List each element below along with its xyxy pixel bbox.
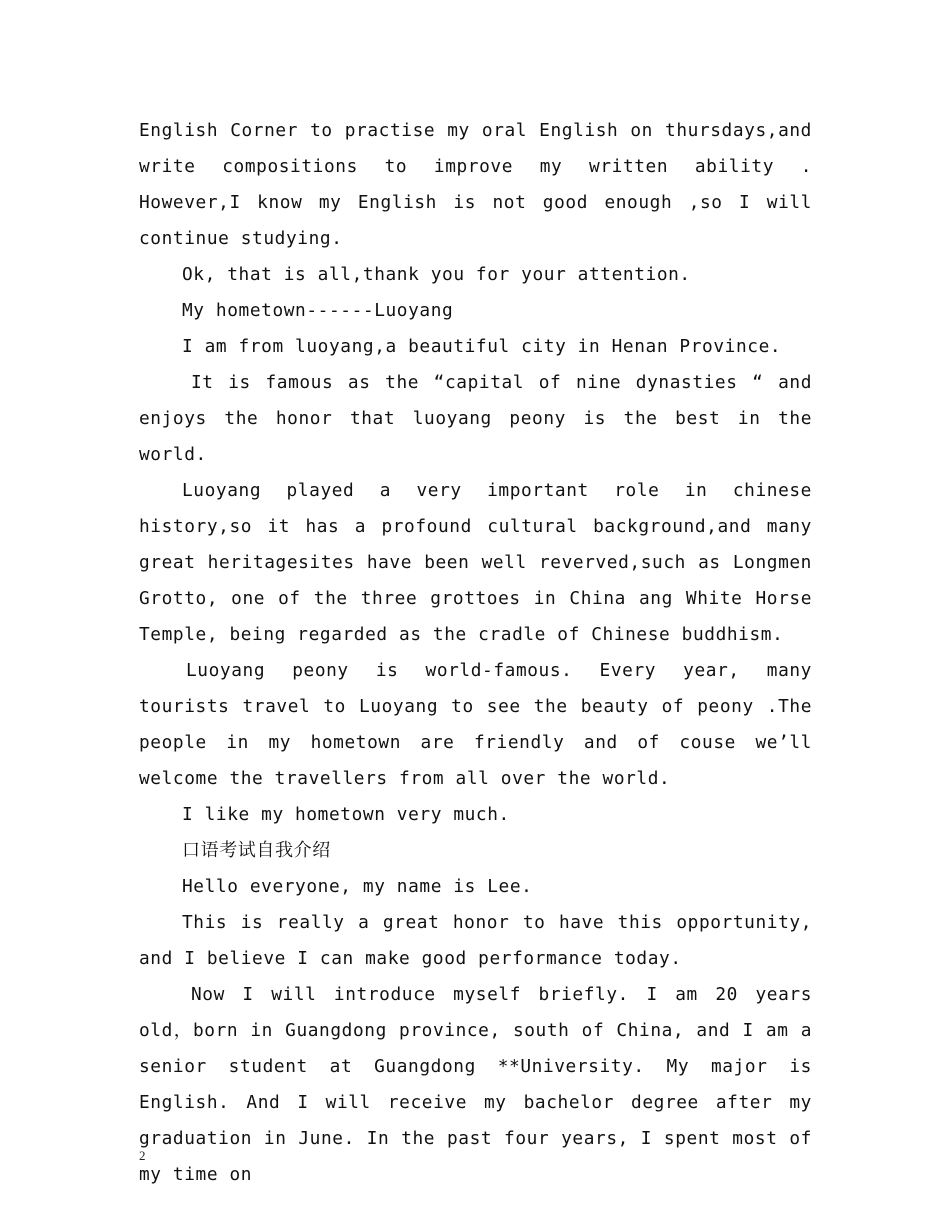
section-heading-oral-exam: 口语考试自我介绍 — [182, 840, 331, 861]
paragraph-from-luoyang: I am from luoyang,a beautiful city in Henan Province. — [182, 336, 782, 357]
paragraph-honor: This is really a great honor to have this opportunity, and I believe I can make good performance today. — [139, 912, 812, 969]
section-heading-hometown: My hometown------Luoyang — [182, 300, 454, 321]
paragraph-closing: Ok, that is all,thank you for your attention. — [182, 264, 691, 285]
paragraph-introduce: Now I will introduce myself briefly. I am 20 years old，born in Guangdong province, south of China, and I am a senior student at Guangdong **University. My major is English. And I will receive my bachelor degree after my graduation in June. In the past four years, I spent most of my time on — [139, 984, 812, 1185]
paragraph-english-corner: English Corner to practise my oral English on thursdays,and write compositions to improve my written ability . However,I know my English is not good enough ,so I will continue studying. — [139, 120, 812, 249]
paragraph-peony: Luoyang peony is world-famous. Every year, many tourists travel to Luoyang to see the beauty of peony .The people in my hometown are friendly and of couse we’ll welcome the travellers from all over the world. — [139, 660, 812, 789]
paragraph-famous: It is famous as the “capital of nine dynasties “ and enjoys the honor that luoyang peony is the best in the world. — [139, 372, 812, 465]
paragraph-like-hometown: I like my hometown very much. — [182, 804, 510, 825]
paragraph-hello: Hello everyone, my name is Lee. — [182, 876, 533, 897]
paragraph-history: Luoyang played a very important role in chinese history,so it has a profound cultural background,and many great heritagesites have been well reverved,such as Longmen Grotto, one of the three grottoes in China ang White Horse Temple, being regarded as the cradle of Chinese buddhism. — [139, 480, 812, 645]
body-text — [139, 113, 812, 1193]
page-number: 2 — [139, 1148, 146, 1163]
